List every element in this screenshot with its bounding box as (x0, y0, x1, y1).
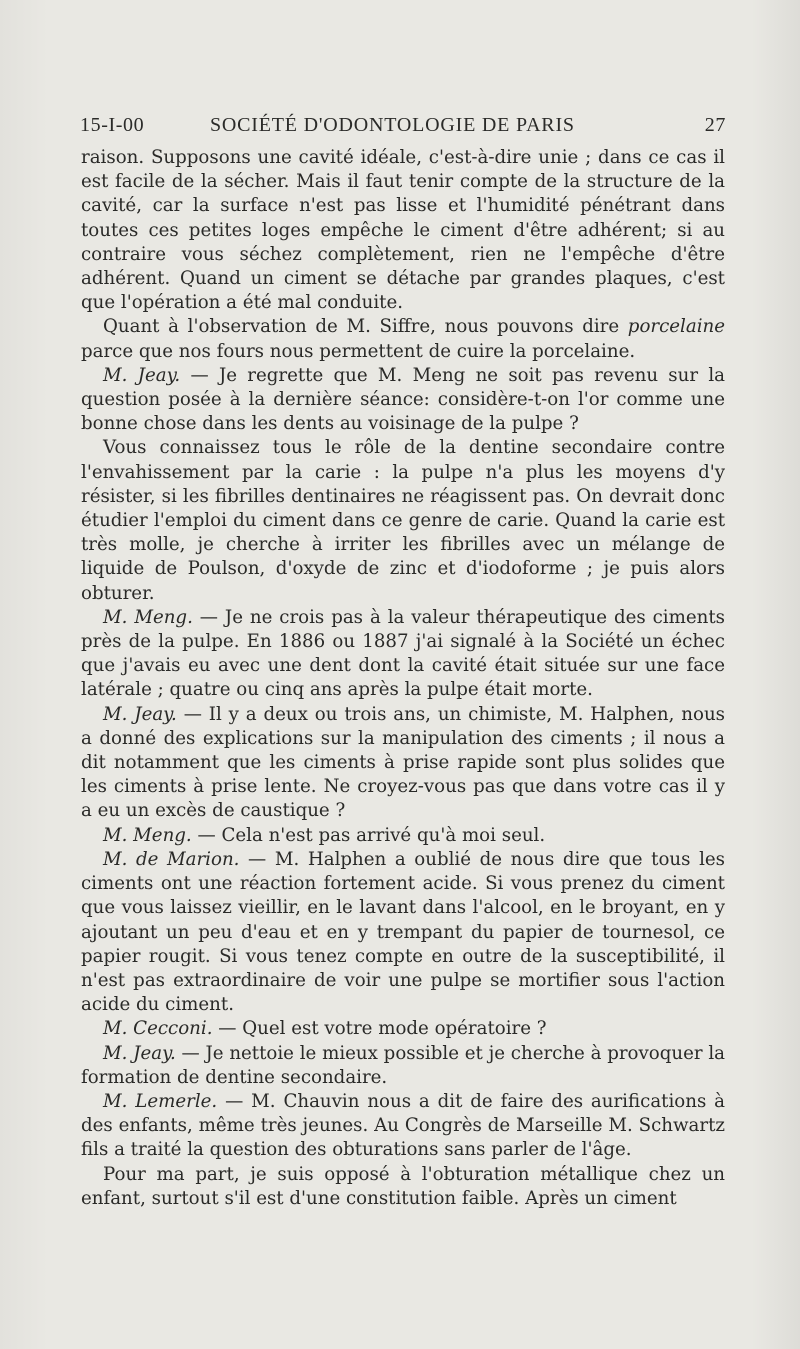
speaker-name: M. Jeay. (103, 1042, 176, 1064)
speaker-name: M. Lemerle. (103, 1090, 218, 1112)
paragraph-8 (81, 848, 725, 1017)
paragraph-text: raison. Supposons une cavité idéale, c'est-à-dire unie ; dans ce cas il est facile de la sécher. Mais il faut tenir compte de la structure de la cavité, car la surface n'est pas lisse et l'humidité pénétrant dans toutes ces petites loges empêche le ciment d'être adhérent; si au contraire vous séchez complètement, rien ne l'empêche d'être adhérent. Quand un ciment se détache par grandes plaques, c'est que l'opération a été mal conduite. (81, 147, 725, 314)
paragraph-text: Quant à l'observation de M. Siffre, nous pouvons dire (103, 316, 628, 338)
paragraph-2 (81, 315, 725, 363)
italic-word: porcelaine (627, 316, 725, 338)
paragraph-6 (81, 703, 725, 824)
speaker-name: M. de Marion. (103, 848, 240, 870)
paragraph-3 (81, 364, 725, 437)
speaker-name: M. Meng. (103, 606, 193, 628)
paragraph-12 (81, 1163, 725, 1211)
running-header (80, 114, 726, 144)
speaker-name: M. Meng. (103, 824, 192, 846)
paragraph-11 (81, 1090, 725, 1163)
paragraph-text: — M. Chauvin nous a dit de faire des aurifications à des enfants, même très jeunes. Au Congrès de Marseille M. Schwartz fils a traité la question des obturations sans parler de l'âge. (81, 1090, 726, 1161)
paragraph-text: — Quel est votre mode opératoire ? (212, 1018, 547, 1040)
paragraph-text: — M. Halphen a oublié de nous dire que tous les ciments ont une réaction fortement acide. Si vous prenez du ciment que vous laissez vieillir, en le lavant dans l'alcool, en le broyant, en y ajoutant un peu d'eau et en y trempant du papier de tournesol, ce papier rougit. Si vous tenez compte en outre de la susceptibilité, il n'est pas extraordinaire de voir une pulpe se mortifier sous l'action acide du ciment. (81, 848, 725, 1016)
speaker-name: M. Jeay. (103, 703, 177, 725)
paragraph-1 (81, 146, 725, 315)
paragraph-9 (81, 1017, 725, 1041)
paragraph-text: — Il y a deux ou trois ans, un chimiste, M. Halphen, nous a donné des explications sur la manipulation des ciments ; il nous a dit notamment que les ciments à prise rapide sont plus solides que les ciments à prise lente. Ne croyez-vous pas que dans votre cas il y a eu un excès de caustique ? (81, 703, 725, 822)
paragraph-5 (81, 606, 725, 703)
paragraph-10 (81, 1042, 725, 1090)
paragraph-text: — Je nettoie le mieux possible et je cherche à provoquer la formation de dentine secondaire. (81, 1042, 725, 1088)
paragraph-text: — Cela n'est pas arrivé qu'à moi seul. (191, 824, 546, 846)
paragraph-4 (81, 436, 725, 605)
page-number: 27 (704, 114, 726, 136)
body-text (81, 146, 725, 1211)
speaker-name: M. Jeay. (103, 364, 181, 386)
paragraph-text-after: parce que nos fours nous permettent de cuire la porcelaine. (81, 340, 636, 362)
paragraph-text: Pour ma part, je suis opposé à l'obturation métallique chez un enfant, surtout s'il est d'une constitution faible. Après un ciment (81, 1163, 725, 1209)
paragraph-text: — Je ne crois pas à la valeur thérapeutique des ciments près de la pulpe. En 1886 ou 1887 j'ai signalé à la Société un échec que j'avais eu avec une dent dont la cavité était située sur une face latérale ; quatre ou cinq ans après la pulpe était morte. (81, 606, 725, 701)
issue-date: 15-I-00 (80, 114, 145, 136)
paragraph-7 (81, 824, 725, 848)
running-title: SOCIÉTÉ D'ODONTOLOGIE DE PARIS (210, 114, 575, 136)
paragraph-text: — Je regrette que M. Meng ne soit pas revenu sur la question posée à la dernière séance: considère-t-on l'or comme une bonne chose dans les dents au voisinage de la pulpe ? (81, 364, 725, 435)
paragraph-text: Vous connaissez tous le rôle de la dentine secondaire contre l'envahissement par la carie : la pulpe n'a plus les moyens d'y résister, si les fibrilles dentinaires ne réagissent pas. On devrait donc étudier l'emploi du ciment dans ce genre de carie. Quand la carie est très molle, je cherche à irriter les fibrilles avec un mélange de liquide de Poulson, d'oxyde de zinc et d'iodoforme ; je puis alors obturer. (81, 437, 725, 604)
speaker-name: M. Cecconi. (103, 1018, 213, 1040)
